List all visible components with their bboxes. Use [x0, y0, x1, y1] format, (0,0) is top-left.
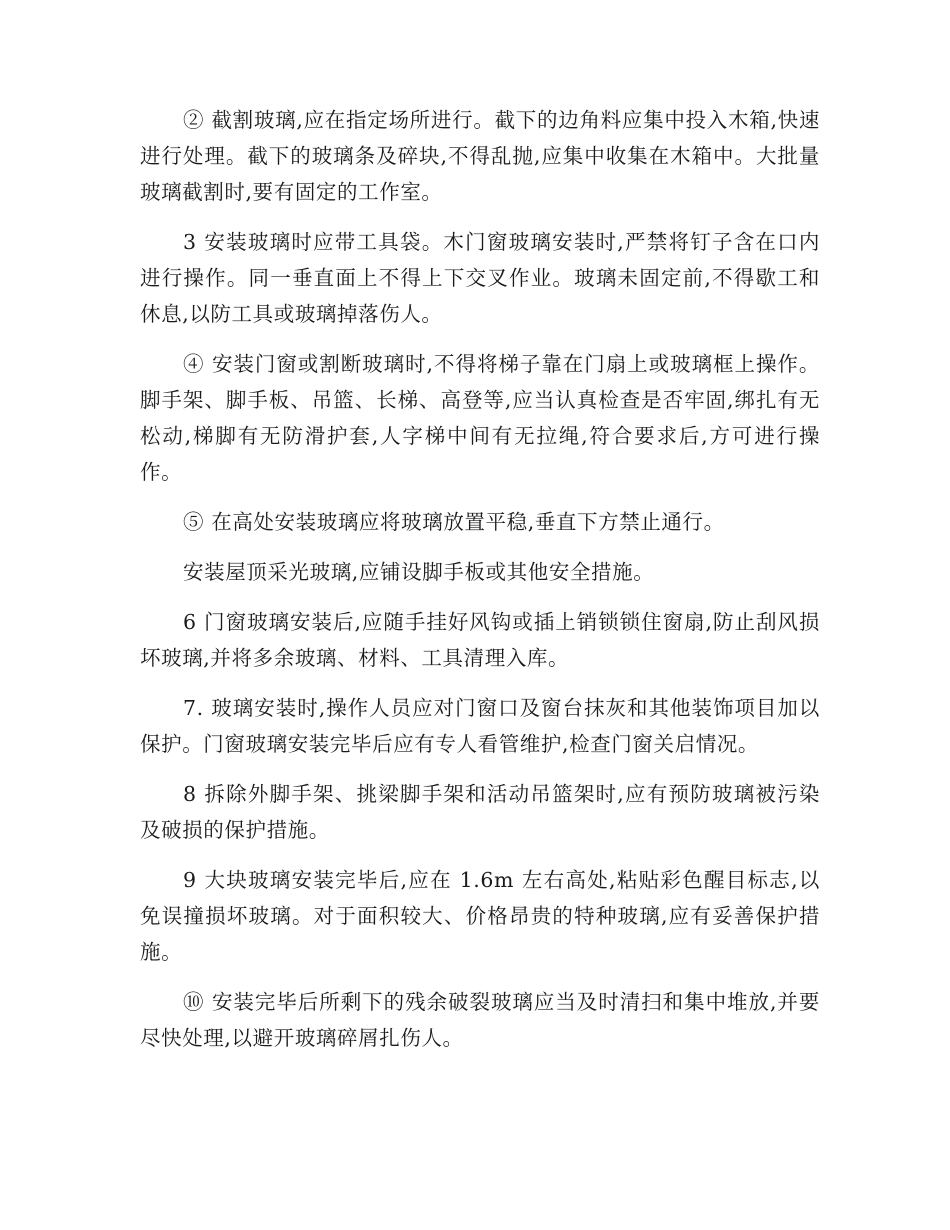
document-body: [140, 102, 820, 1070]
paragraph-ladder-safety: ④ 安装门窗或割断玻璃时,不得将梯子靠在门扇上或玻璃框上操作。脚手架、脚手板、吊篮、长梯、高登等,应当认真检查是否牢固,绑扎有无松动,梯脚有无防滑护套,人字梯中间有无拉绳,符合要求后,方可进行操作。: [140, 352, 820, 484]
paragraph-glass-cutting: ② 截割玻璃,应在指定场所进行。截下的边角料应集中投入木箱,快速进行处理。截下的玻璃条及碎块,不得乱抛,应集中收集在木箱中。大批量玻璃截割时,要有固定的工作室。: [140, 108, 820, 204]
paragraph-roof-glass: 安装屋顶采光玻璃,应铺设脚手板或其他安全措施。: [183, 560, 655, 584]
paragraph-protection: 7. 玻璃安装时,操作人员应对门窗口及窗台抹灰和其他装饰项目加以保护。门窗玻璃安装完毕后应有专人看管维护,检查门窗关启情况。: [140, 696, 820, 756]
paragraph-scaffold-removal: 8 拆除外脚手架、挑梁脚手架和活动吊篮架时,应有预防玻璃被污染及破损的保护措施。: [140, 782, 820, 842]
paragraph-warning-marks: 9 大块玻璃安装完毕后,应在 1.6m 左右高处,粘贴彩色醒目标志,以免误撞损坏玻璃。对于面积较大、价格昂贵的特种玻璃,应有妥善保护措施。: [140, 868, 820, 964]
paragraph-window-hooks: 6 门窗玻璃安装后,应随手挂好风钩或插上销锁锁住窗扇,防止刮风损坏玻璃,并将多余玻璃、材料、工具清理入库。: [140, 610, 820, 670]
paragraph-tool-bag: 3 安装玻璃时应带工具袋。木门窗玻璃安装时,严禁将钉子含在口内进行操作。同一垂直面上不得上下交叉作业。玻璃未固定前,不得歇工和休息,以防工具或玻璃掉落伤人。: [140, 230, 820, 326]
paragraph-broken-glass: ⑩ 安装完毕后所剩下的残余破裂玻璃应当及时清扫和集中堆放,并要尽快处理,以避开玻璃碎屑扎伤人。: [140, 990, 820, 1050]
paragraph-high-place: ⑤ 在高处安装玻璃应将玻璃放置平稳,垂直下方禁止通行。: [183, 510, 725, 534]
